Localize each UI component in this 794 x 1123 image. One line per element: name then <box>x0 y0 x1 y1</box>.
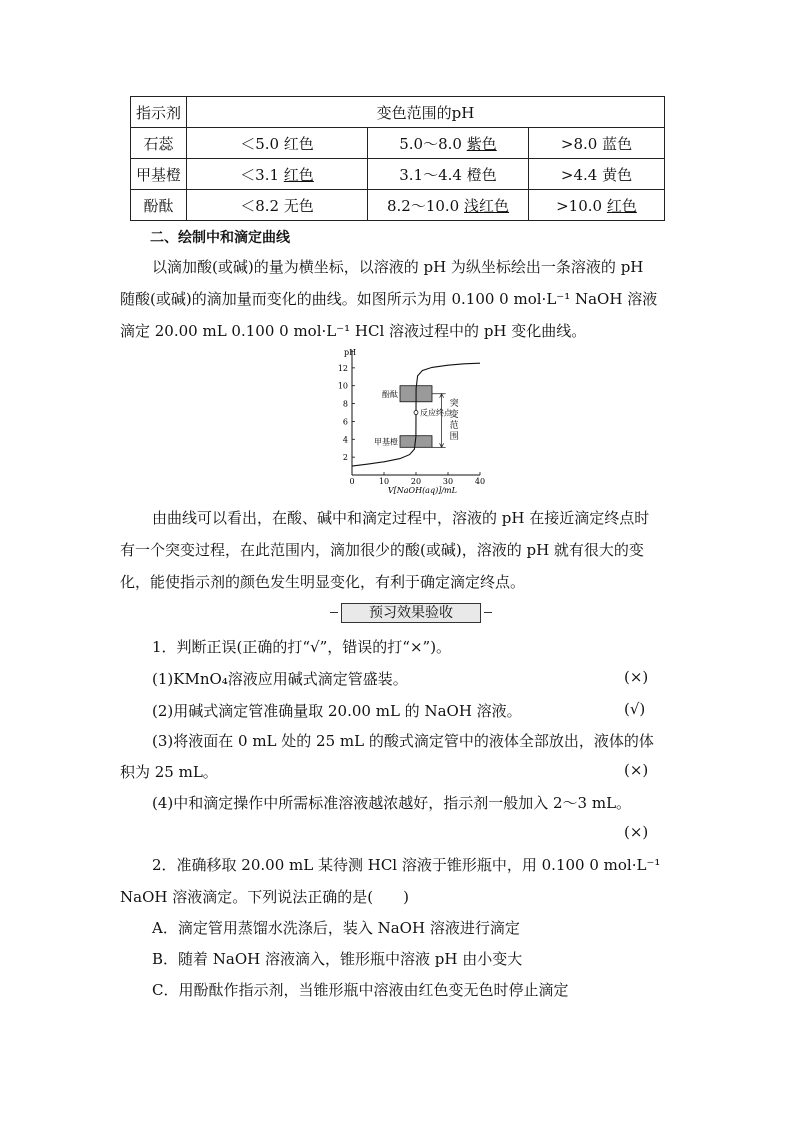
y-tick-label: 10 <box>337 381 348 391</box>
jump-label-char: 范 <box>449 420 459 431</box>
indicator-name: 酚酞 <box>131 190 187 221</box>
question-stem-cont: NaOH 溶液滴定。下列说法正确的是( ) <box>120 888 409 906</box>
table-cell: >4.4 黄色 <box>529 159 665 190</box>
y-tick-label: 4 <box>342 435 348 445</box>
indicator-box-label: 酚酞 <box>382 389 398 399</box>
table-cell: >10.0 红色 <box>529 190 665 221</box>
indicator-name: 甲基橙 <box>131 159 187 190</box>
header-indicator: 指示剂 <box>131 97 187 128</box>
chart-ticks <box>338 364 485 486</box>
y-tick-label: 6 <box>342 417 348 427</box>
table-row <box>131 159 665 190</box>
answer-mark: (×) <box>624 761 649 779</box>
paragraph-line: 化，能使指示剂的颜色发生明显变化，有利于确定滴定终点。 <box>120 573 526 591</box>
x-tick-label: 10 <box>378 477 390 486</box>
chart-axes <box>344 348 480 495</box>
jump-label-char: 围 <box>449 431 459 442</box>
indicator-table <box>130 96 665 221</box>
indicator-name: 石蕊 <box>131 128 187 159</box>
endpoint-marker <box>414 411 418 415</box>
paragraph-line: 有一个突变过程，在此范围内，滴加很少的酸(或碱)，溶液的 pH 就有很大的变 <box>120 541 644 559</box>
x-tick-label: 30 <box>442 477 454 486</box>
section-banner: 预习效果验收 <box>341 603 481 623</box>
titration-curve-chart <box>330 345 495 495</box>
paragraph-line: 随酸(或碱)的滴加量而变化的曲线。如图所示为用 0.100 0 mol·L⁻¹ NaOH 溶液 <box>120 290 658 308</box>
answer-mark: (×) <box>624 823 649 841</box>
paragraph-line: 滴定 20.00 mL 0.100 0 mol·L⁻¹ HCl 溶液过程中的 pH 变化曲线。 <box>120 322 587 340</box>
question-stem: 1．判断正误(正确的打“√”，错误的打“×”)。 <box>152 638 452 656</box>
table-cell: ＜3.1 红色 <box>187 159 368 190</box>
y-tick-label: 12 <box>337 363 348 373</box>
x-axis-label: V[NaOH(aq)]/mL <box>387 486 457 495</box>
x-tick-label: 0 <box>349 477 355 486</box>
question-stem: 2．准确移取 20.00 mL 某待测 HCl 溶液于锥形瓶中，用 0.100 0 mol·L⁻¹ <box>152 856 661 874</box>
y-tick-label: 2 <box>342 453 348 463</box>
judgement-item: (3)将液面在 0 mL 处的 25 mL 的酸式滴定管中的液体全部放出，液体的体 <box>152 732 654 750</box>
judgement-item: (2)用碱式滴定管准确量取 20.00 mL 的 NaOH 溶液。 <box>152 702 522 720</box>
table-cell: ＜5.0 红色 <box>187 128 368 159</box>
table-cell: 5.0～8.0 紫色 <box>368 128 529 159</box>
paragraph-line: 以滴加酸(或碱)的量为横坐标，以溶液的 pH 为纵坐标绘出一条溶液的 pH <box>152 258 644 276</box>
table-row <box>131 128 665 159</box>
header-range: 变色范围的pH <box>187 97 665 128</box>
jump-label-char: 突 <box>449 398 459 409</box>
table-cell: 8.2～10.0 浅红色 <box>368 190 529 221</box>
table-row <box>131 190 665 221</box>
answer-mark: (×) <box>624 668 649 686</box>
judgement-item-cont: 积为 25 mL。 <box>120 763 218 781</box>
x-tick-label: 40 <box>474 477 486 486</box>
y-axis-label: pH <box>344 348 357 357</box>
judgement-item: (1)KMnO₄溶液应用碱式滴定管盛装。 <box>152 670 408 688</box>
paragraph-line: 由曲线可以看出，在酸、碱中和滴定过程中，溶液的 pH 在接近滴定终点时 <box>152 509 650 527</box>
y-tick-label: 8 <box>342 399 348 409</box>
x-tick-label: 20 <box>410 477 422 486</box>
jump-label-char: 变 <box>449 409 459 420</box>
table-cell: >8.0 蓝色 <box>529 128 665 159</box>
answer-mark: (√) <box>624 700 646 718</box>
judgement-item: (4)中和滴定操作中所需标准溶液越浓越好，指示剂一般加入 2～3 mL。 <box>152 794 632 812</box>
section-title: 二、绘制中和滴定曲线 <box>150 230 290 246</box>
table-header-row <box>131 97 665 128</box>
endpoint-label: 反应终点 <box>420 408 452 418</box>
option-item: C．用酚酞作指示剂，当锥形瓶中溶液由红色变无色时停止滴定 <box>152 981 569 999</box>
table-cell: ＜8.2 无色 <box>187 190 368 221</box>
option-item: A．滴定管用蒸馏水洗涤后，装入 NaOH 溶液进行滴定 <box>152 919 520 937</box>
indicator-box-label: 甲基橙 <box>374 437 398 447</box>
option-item: B．随着 NaOH 溶液滴入，锥形瓶中溶液 pH 由小变大 <box>152 950 523 968</box>
table-cell: 3.1～4.4 橙色 <box>368 159 529 190</box>
